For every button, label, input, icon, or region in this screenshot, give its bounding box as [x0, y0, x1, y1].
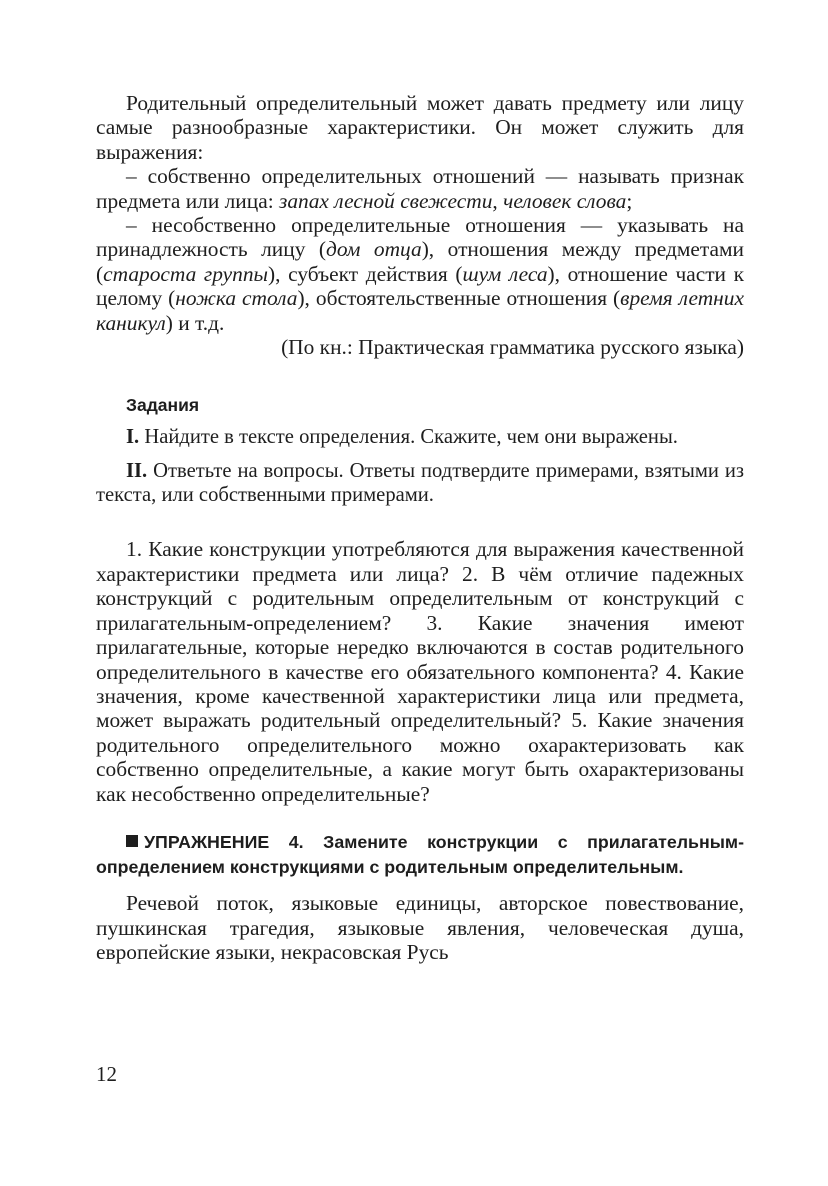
list-item-text: ), отношение части к целому (: [96, 261, 744, 311]
task-text: Найдите в тексте определения. Скажите, чем они выражены.: [139, 426, 678, 449]
task-text: Ответьте на вопросы. Ответы подтвердите примерами, взятыми из текста, или собственными примерами.: [96, 460, 744, 507]
example-phrase: дом отца: [326, 237, 422, 262]
list-item-text: ) и т.д.: [165, 310, 225, 335]
list-item-text: ), отношения между предметами (: [96, 237, 745, 286]
example-phrase: запах лесной свежести: [279, 188, 493, 213]
tasks-heading: Задания: [126, 395, 200, 416]
task-number: II.: [126, 460, 148, 483]
list-item-text: ), субъект действия (: [268, 261, 463, 286]
square-bullet-icon: [126, 835, 138, 847]
task-number: I.: [126, 426, 140, 449]
exercise-heading: [96, 830, 744, 879]
example-phrase: ножка стола: [175, 286, 298, 311]
list-item-text: ), обстоятельственные отношения (: [297, 286, 621, 311]
intro-text: Родительный определительный может давать предмету или лицу самые разнообразные характеристики. Он может служить для выражения:: [96, 91, 744, 164]
example-phrase: человек слова: [503, 188, 627, 213]
intro-paragraph: [96, 91, 744, 164]
separator: ,: [492, 188, 504, 213]
punctuation: ;: [626, 188, 633, 213]
page-number: 12: [96, 1062, 117, 1086]
list-item-proper-attributive: [96, 164, 744, 213]
example-phrase: староста группы: [103, 261, 269, 286]
task-two: [96, 459, 744, 507]
list-item-text: – собственно определительных отношений — называть признак предмета или лица:: [96, 164, 744, 213]
list-item-text: – несобственно определительные отношения — указывать на принадлежность лицу (: [96, 213, 744, 262]
example-phrase: время летних каникул: [96, 286, 744, 335]
exercise-word-list: Речевой поток, языковые единицы, авторское повествование, пушкинская трагедия, языковые явления, человеческая душа, европейские языки, некрасовская Русь: [96, 891, 744, 964]
questions-paragraph: 1. Какие конструкции употребляются для выражения качественной характеристики предмета или лица? 2. В чём отличие падежных конструкций с родительным определительным от конструкций с прилагательным-определением? 3. Какие значения имеют прилагательные, которые нередко включаются в состав родительного определительного в качестве его обязательного компонента? 4. Какие значения, кроме качественной характеристики лица или предмета, может выражать родительный определительный? 5. Какие значения родительного определительного можно охарактеризовать как собственно определительные, а какие могут быть охарактеризованы как несобственно определительные?: [96, 537, 744, 806]
exercise-title: УПРАЖНЕНИЕ 4. Замените конструкции с прилагательным-определением конструкциями с родительным определительным.: [96, 831, 744, 877]
example-phrase: шум леса: [462, 261, 548, 286]
source-citation: (По кн.: Практическая грамматика русского языка): [281, 335, 744, 360]
task-one: [96, 425, 744, 449]
list-item-improper-attributive: [96, 213, 744, 335]
